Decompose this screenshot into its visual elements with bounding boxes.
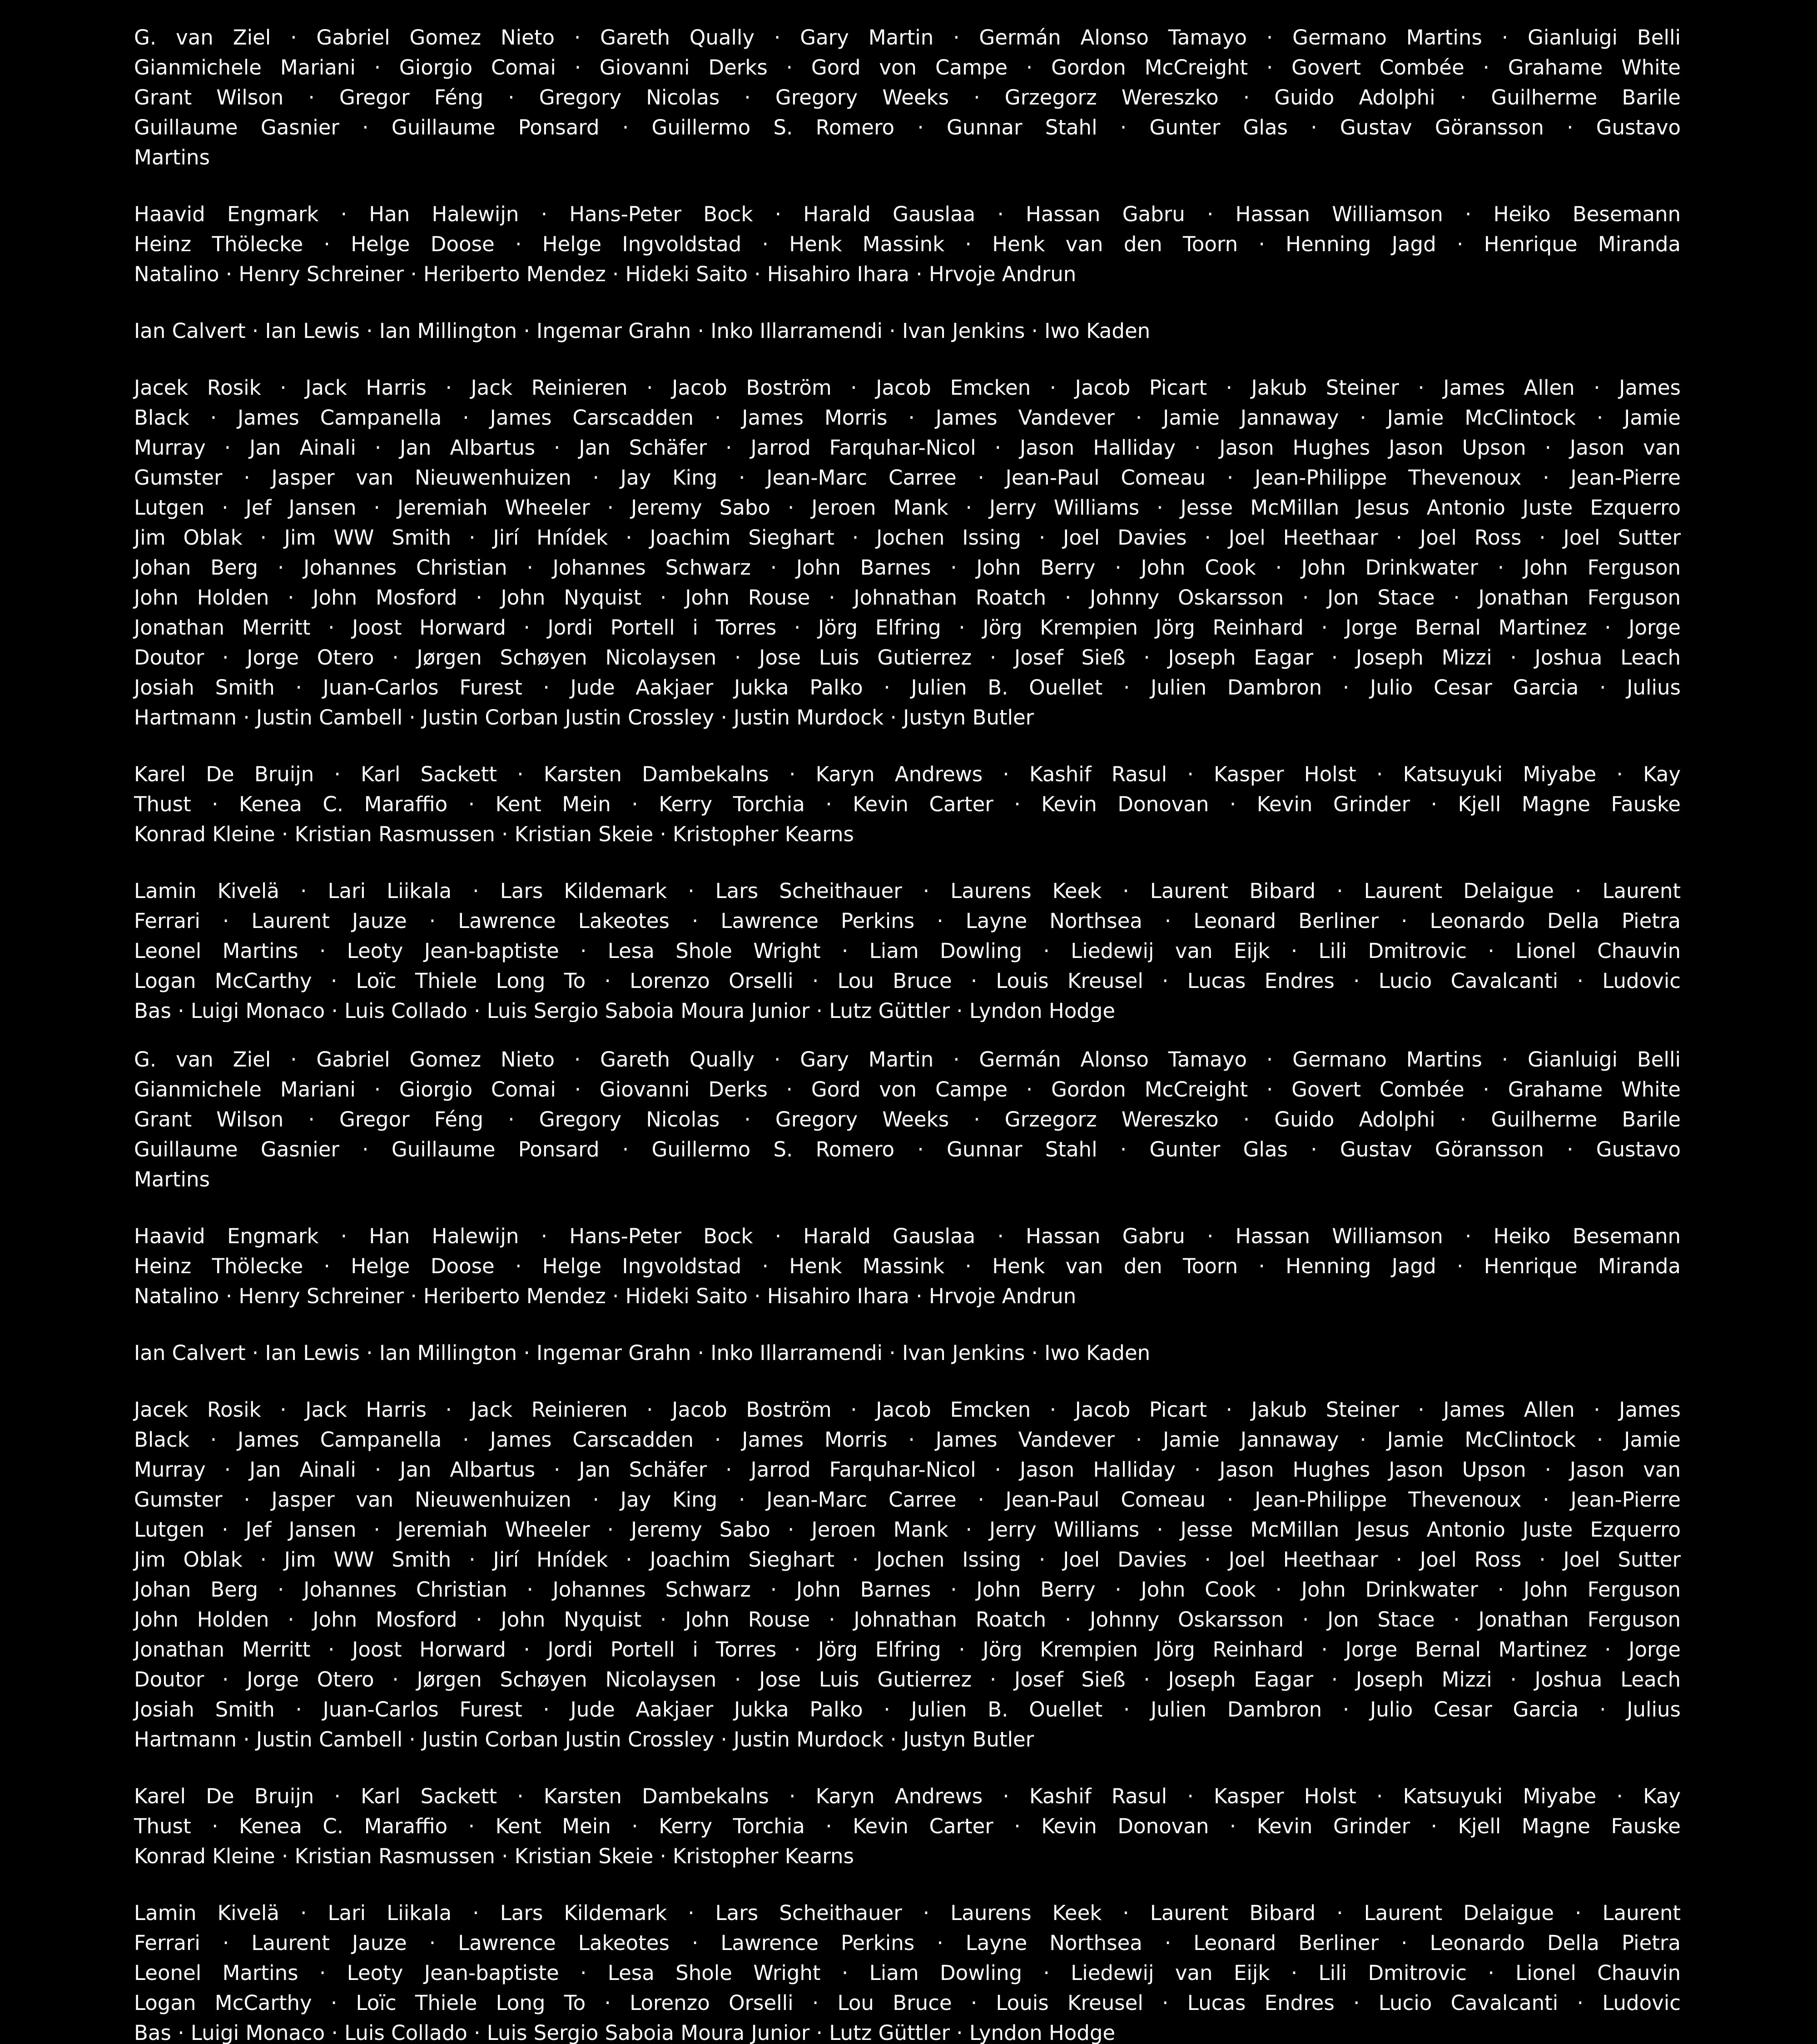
credits-paragraph-k [134, 1781, 1681, 1871]
credits-line: Ian Calvert · Ian Lewis · Ian Millington · Ingemar Grahn · Inko Illarramendi · Ivan Jenkins · Iwo Kaden [134, 319, 1151, 343]
credits-line: Konrad Kleine · Kristian Rasmussen · Kristian Skeie · Kristopher Kearns [134, 1844, 854, 1868]
credits-paragraph-k [134, 759, 1681, 849]
credits-line: Doutor · Jorge Otero · Jørgen Schøyen Nicolaysen · Jose Luis Gutierrez · Josef Sieß · Joseph Eagar · Joseph Mizzi · Joshua Leach [134, 645, 1681, 670]
credits-line: Lutgen · Jef Jansen · Jeremiah Wheeler · Jeremy Sabo · Jeroen Mank · Jerry Williams · Jesse McMillan Jesus Antonio Juste Ezquerro [134, 1518, 1681, 1542]
credits-line: G. van Ziel · Gabriel Gomez Nieto · Gareth Qually · Gary Martin · Germán Alonso Tamayo · Germano Martins · Gianluigi Belli [134, 1047, 1681, 1072]
credits-line: Josiah Smith · Juan-Carlos Furest · Jude Aakjaer Jukka Palko · Julien B. Ouellet · Julien Dambron · Julio Cesar Garcia · Julius [134, 1697, 1681, 1722]
credits-line: Gianmichele Mariani · Giorgio Comai · Giovanni Derks · Gord von Campe · Gordon McCreight · Govert Combée · Grahame White [134, 55, 1681, 79]
credits-line: Grant Wilson · Gregor Féng · Gregory Nicolas · Gregory Weeks · Grzegorz Wereszko · Guido Adolphi · Guilherme Barile [134, 85, 1681, 109]
credits-line: Thust · Kenea C. Maraffio · Kent Mein · Kerry Torchia · Kevin Carter · Kevin Donovan · Kevin Grinder · Kjell Magne Fauske [134, 792, 1681, 816]
credits-line: Johan Berg · Johannes Christian · Johannes Schwarz · John Barnes · John Berry · John Cook · John Drinkwater · John Ferguson [134, 556, 1681, 580]
credits-line: Konrad Kleine · Kristian Rasmussen · Kristian Skeie · Kristopher Kearns [134, 822, 854, 846]
credits-line: Murray · Jan Ainali · Jan Albartus · Jan Schäfer · Jarrod Farquhar-Nicol · Jason Halliday · Jason Hughes Jason Upson · Jason van [134, 1458, 1681, 1482]
credits-line: Gianmichele Mariani · Giorgio Comai · Giovanni Derks · Gord von Campe · Gordon McCreight · Govert Combée · Grahame White [134, 1077, 1681, 1101]
credits-line: Lamin Kivelä · Lari Liikala · Lars Kildemark · Lars Scheithauer · Laurens Keek · Laurent Bibard · Laurent Delaigue · Laurent [134, 879, 1681, 903]
credits-line: Jim Oblak · Jim WW Smith · Jirí Hnídek · Joachim Sieghart · Jochen Issing · Joel Davies · Joel Heethaar · Joel Ross · Joel Sutter [134, 526, 1681, 550]
credits-paragraph-l [134, 876, 1681, 1022]
credits-line: Karel De Bruijn · Karl Sackett · Karsten Dambekalns · Karyn Andrews · Kashif Rasul · Kasper Holst · Katsuyuki Miyabe · Kay [134, 1784, 1681, 1808]
credits-line: Jonathan Merritt · Joost Horward · Jordi Portell i Torres · Jörg Elfring · Jörg Krempien Jörg Reinhard · Jorge Bernal Martinez · Jorge [134, 1637, 1681, 1662]
credits-line: Ferrari · Laurent Jauze · Lawrence Lakeotes · Lawrence Perkins · Layne Northsea · Leonard Berliner · Leonardo Della Pietra [134, 909, 1681, 933]
credits-paragraph-i [134, 316, 1681, 346]
credits-line: Jonathan Merritt · Joost Horward · Jordi Portell i Torres · Jörg Elfring · Jörg Krempien Jörg Reinhard · Jorge Bernal Martinez · Jorge [134, 615, 1681, 640]
credits-paragraph-j [134, 1395, 1681, 1755]
credits-paragraph-g [134, 23, 1681, 173]
credits-line: Bas · Luigi Monaco · Luis Collado · Luis Sergio Saboia Moura Junior · Lutz Güttler · Lyndon Hodge [134, 2021, 1116, 2044]
credits-line: Leonel Martins · Leoty Jean-baptiste · Lesa Shole Wright · Liam Dowling · Liedewij van Eijk · Lili Dmitrovic · Lionel Chauvin [134, 1961, 1681, 1985]
credits-paragraph-j [134, 373, 1681, 733]
credits-line: Jacek Rosik · Jack Harris · Jack Reinieren · Jacob Boström · Jacob Emcken · Jacob Picart · Jakub Steiner · James Allen · James [134, 1398, 1681, 1422]
credits-line: Murray · Jan Ainali · Jan Albartus · Jan Schäfer · Jarrod Farquhar-Nicol · Jason Halliday · Jason Hughes Jason Upson · Jason van [134, 436, 1681, 460]
credits-line: Black · James Campanella · James Carscadden · James Morris · James Vandever · Jamie Jannaway · Jamie McClintock · Jamie [134, 1428, 1681, 1452]
credits-line: G. van Ziel · Gabriel Gomez Nieto · Gareth Qually · Gary Martin · Germán Alonso Tamayo · Germano Martins · Gianluigi Belli [134, 25, 1681, 50]
credits-line: Jim Oblak · Jim WW Smith · Jirí Hnídek · Joachim Sieghart · Jochen Issing · Joel Davies · Joel Heethaar · Joel Ross · Joel Sutter [134, 1548, 1681, 1572]
credits-line: Leonel Martins · Leoty Jean-baptiste · Lesa Shole Wright · Liam Dowling · Liedewij van Eijk · Lili Dmitrovic · Lionel Chauvin [134, 939, 1681, 963]
credits-line: Heinz Thölecke · Helge Doose · Helge Ingvoldstad · Henk Massink · Henk van den Toorn · Henning Jagd · Henrique Miranda [134, 232, 1681, 256]
credits-line: Johan Berg · Johannes Christian · Johannes Schwarz · John Barnes · John Berry · John Cook · John Drinkwater · John Ferguson [134, 1578, 1681, 1602]
credits-line: Black · James Campanella · James Carscadden · James Morris · James Vandever · Jamie Jannaway · Jamie McClintock · Jamie [134, 406, 1681, 430]
credits-line: Guillaume Gasnier · Guillaume Ponsard · Guillermo S. Romero · Gunnar Stahl · Gunter Glas · Gustav Göransson · Gustavo [134, 1137, 1681, 1161]
credits-paragraph-h [134, 1221, 1681, 1311]
credits-line: Heinz Thölecke · Helge Doose · Helge Ingvoldstad · Henk Massink · Henk van den Toorn · Henning Jagd · Henrique Miranda [134, 1254, 1681, 1278]
credits-line: Guillaume Gasnier · Guillaume Ponsard · Guillermo S. Romero · Gunnar Stahl · Gunter Glas · Gustav Göransson · Gustavo [134, 115, 1681, 139]
credits-line: Karel De Bruijn · Karl Sackett · Karsten Dambekalns · Karyn Andrews · Kashif Rasul · Kasper Holst · Katsuyuki Miyabe · Kay [134, 762, 1681, 786]
credits-line: Logan McCarthy · Loïc Thiele Long To · Lorenzo Orselli · Lou Bruce · Louis Kreusel · Lucas Endres · Lucio Cavalcanti · Ludovic [134, 969, 1681, 993]
credits-line: Natalino · Henry Schreiner · Heriberto Mendez · Hideki Saito · Hisahiro Ihara · Hrvoje Andrun [134, 1284, 1077, 1308]
credits-line: John Holden · John Mosford · John Nyquist · John Rouse · Johnathan Roatch · Johnny Oskarsson · Jon Stace · Jonathan Ferguson [134, 585, 1681, 610]
credits-line: Lutgen · Jef Jansen · Jeremiah Wheeler · Jeremy Sabo · Jeroen Mank · Jerry Williams · Jesse McMillan Jesus Antonio Juste Ezquerro [134, 496, 1681, 520]
credits-line: John Holden · John Mosford · John Nyquist · John Rouse · Johnathan Roatch · Johnny Oskarsson · Jon Stace · Jonathan Ferguson [134, 1607, 1681, 1632]
credits-line: Bas · Luigi Monaco · Luis Collado · Luis Sergio Saboia Moura Junior · Lutz Güttler · Lyndon Hodge [134, 999, 1116, 1022]
credits-line: Hartmann · Justin Cambell · Justin Corban Justin Crossley · Justin Murdock · Justyn Butler [134, 705, 1034, 729]
credits-line: Gumster · Jasper van Nieuwenhuizen · Jay King · Jean-Marc Carree · Jean-Paul Comeau · Jean-Philippe Thevenoux · Jean-Pierre [134, 466, 1681, 490]
credits-line: Natalino · Henry Schreiner · Heriberto Mendez · Hideki Saito · Hisahiro Ihara · Hrvoje Andrun [134, 262, 1077, 286]
credits-line: Martins [134, 1167, 210, 1191]
credits-line: Thust · Kenea C. Maraffio · Kent Mein · Kerry Torchia · Kevin Carter · Kevin Donovan · Kevin Grinder · Kjell Magne Fauske [134, 1814, 1681, 1838]
credits-paragraph-l [134, 1898, 1681, 2044]
credits-section-2 [0, 1022, 1817, 2044]
credits-line: Doutor · Jorge Otero · Jørgen Schøyen Nicolaysen · Jose Luis Gutierrez · Josef Sieß · Joseph Eagar · Joseph Mizzi · Joshua Leach [134, 1667, 1681, 1692]
credits-line: Hartmann · Justin Cambell · Justin Corban Justin Crossley · Justin Murdock · Justyn Butler [134, 1727, 1034, 1751]
credits-paragraph-g [134, 1045, 1681, 1195]
credits-paragraph-h [134, 199, 1681, 289]
credits-line: Ferrari · Laurent Jauze · Lawrence Lakeotes · Lawrence Perkins · Layne Northsea · Leonard Berliner · Leonardo Della Pietra [134, 1931, 1681, 1955]
credits-line: Lamin Kivelä · Lari Liikala · Lars Kildemark · Lars Scheithauer · Laurens Keek · Laurent Bibard · Laurent Delaigue · Laurent [134, 1901, 1681, 1925]
credits-line: Haavid Engmark · Han Halewijn · Hans-Peter Bock · Harald Gauslaa · Hassan Gabru · Hassan Williamson · Heiko Besemann [134, 202, 1681, 226]
credits-line: Ian Calvert · Ian Lewis · Ian Millington · Ingemar Grahn · Inko Illarramendi · Ivan Jenkins · Iwo Kaden [134, 1341, 1151, 1365]
credits-line: Jacek Rosik · Jack Harris · Jack Reinieren · Jacob Boström · Jacob Emcken · Jacob Picart · Jakub Steiner · James Allen · James [134, 376, 1681, 400]
credits-paragraph-i [134, 1338, 1681, 1368]
credits-line: Gumster · Jasper van Nieuwenhuizen · Jay King · Jean-Marc Carree · Jean-Paul Comeau · Jean-Philippe Thevenoux · Jean-Pierre [134, 1488, 1681, 1512]
credits-line: Logan McCarthy · Loïc Thiele Long To · Lorenzo Orselli · Lou Bruce · Louis Kreusel · Lucas Endres · Lucio Cavalcanti · Ludovic [134, 1991, 1681, 2015]
credits-line: Grant Wilson · Gregor Féng · Gregory Nicolas · Gregory Weeks · Grzegorz Wereszko · Guido Adolphi · Guilherme Barile [134, 1107, 1681, 1131]
credits-line: Martins [134, 145, 210, 169]
credits-line: Haavid Engmark · Han Halewijn · Hans-Peter Bock · Harald Gauslaa · Hassan Gabru · Hassan Williamson · Heiko Besemann [134, 1224, 1681, 1248]
credits-line: Josiah Smith · Juan-Carlos Furest · Jude Aakjaer Jukka Palko · Julien B. Ouellet · Julien Dambron · Julio Cesar Garcia · Julius [134, 675, 1681, 700]
